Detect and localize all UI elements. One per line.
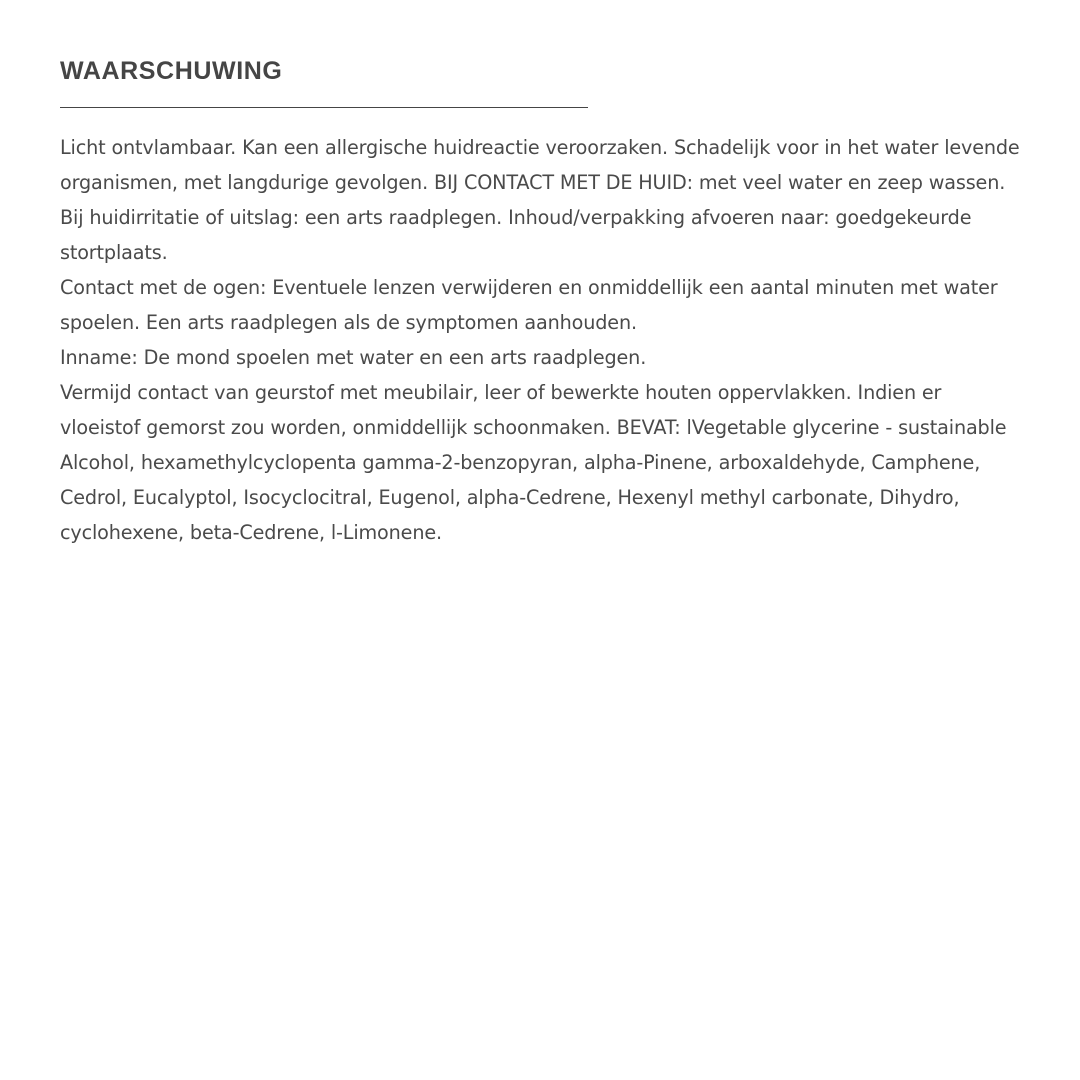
title-divider: [60, 107, 588, 108]
hazard-statements-paragraph: Licht ontvlambaar. Kan een allergische huidreactie veroorzaken. Schadelijk voor in het water levende organismen, met langdurige gevolgen. BIJ CONTACT MET DE HUID: met veel water en zeep wassen. Bij huidirritatie of uitslag: een arts raadplegen. Inhoud/verpakking afvoeren naar: goedgekeurde stortplaats.: [60, 136, 1020, 264]
ingredients-paragraph: Vermijd contact van geurstof met meubilair, leer of bewerkte houten oppervlakken. Indien er vloeistof gemorst zou worden, onmiddellijk schoonmaken. BEVAT: lVegetable glycerine - sustainable Alcohol, hexamethylcyclopenta gamma-2-benzopyran, alpha-Pinene, arboxaldehyde, Camphene, Cedrol, Eucalyptol, Isocyclocitral, Eugenol, alpha-Cedrene, Hexenyl methyl carbonate, Dihydro, cyclohexene, beta-Cedrene, l-Limonene.: [60, 381, 1007, 544]
warning-section: [60, 50, 1020, 550]
warning-body: [60, 130, 1020, 550]
warning-title: WAARSCHUWING: [60, 57, 283, 85]
eye-contact-paragraph: Contact met de ogen: Eventuele lenzen verwijderen en onmiddellijk een aantal minuten met water spoelen. Een arts raadplegen als de symptomen aanhouden.: [60, 276, 998, 334]
ingestion-paragraph: Inname: De mond spoelen met water en een arts raadplegen.: [60, 346, 647, 369]
